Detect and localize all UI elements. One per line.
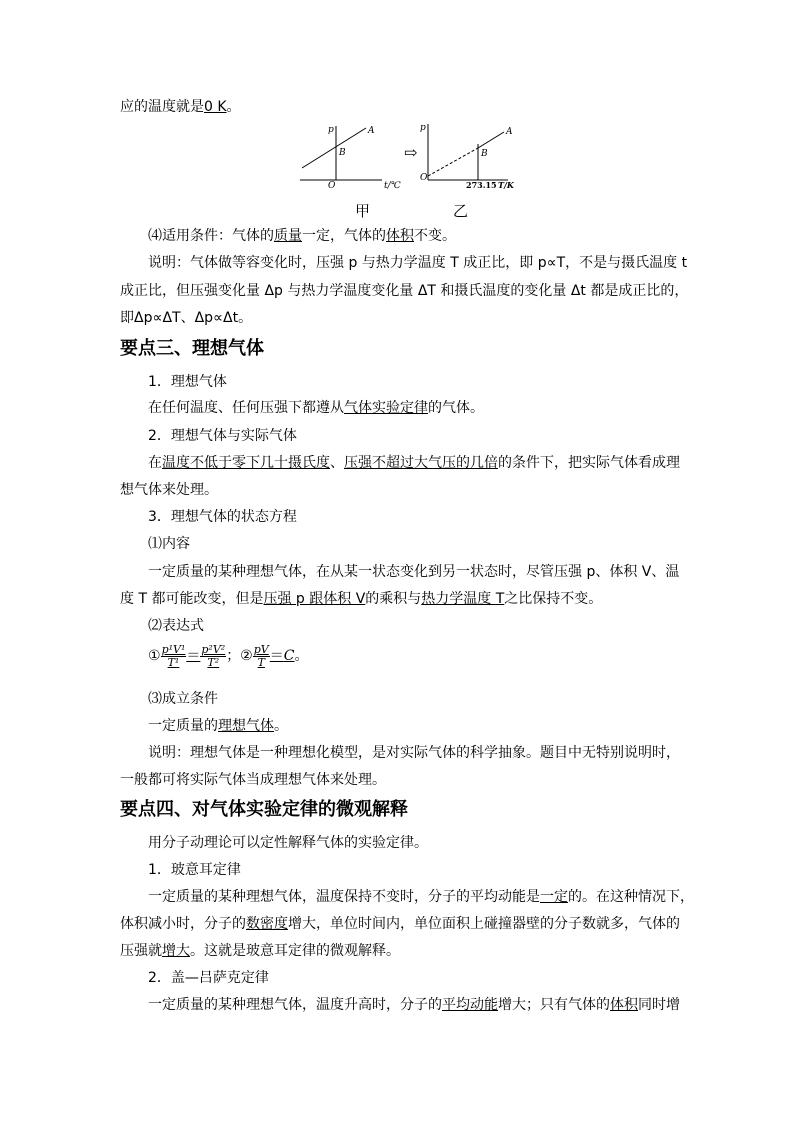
text: ⑷适用条件：气体的 xyxy=(148,228,274,244)
blank-answer: 体积 xyxy=(610,997,638,1013)
text-line: 一般都可将实际气体当成理想气体来处理。 xyxy=(120,772,386,788)
text-line xyxy=(120,97,241,117)
graph-right xyxy=(420,123,515,190)
subheading: 2．盖—吕萨克定律 xyxy=(148,970,269,986)
text: ＝ xyxy=(269,648,284,664)
text: C xyxy=(283,648,295,664)
formula-line xyxy=(148,642,308,670)
caption-jia: 甲 xyxy=(355,202,371,220)
right-tick-273: 273.15 xyxy=(466,180,497,190)
text: 度 T 都可能改变，但是 xyxy=(120,591,264,607)
text-line xyxy=(148,716,288,736)
left-point-a: A xyxy=(368,126,375,136)
denominator: T¹ xyxy=(167,655,180,669)
right-point-a: A xyxy=(506,127,513,137)
blank-answer: 平均动能 xyxy=(442,997,498,1013)
text: 增大，单位时间内，单位面积上碰撞器壁的分子数就多，气体的 xyxy=(288,916,680,932)
left-line-ab xyxy=(302,128,366,168)
blank-answer: 增大 xyxy=(162,943,190,959)
pt-graphs-figure xyxy=(296,118,536,190)
text-line: 想气体来处理。 xyxy=(120,482,218,498)
transform-arrow-icon: ⇨ xyxy=(404,143,418,162)
text-line xyxy=(148,226,456,246)
graph-left xyxy=(300,125,402,190)
right-point-b: B xyxy=(481,149,488,159)
text: 之比保持不变。 xyxy=(504,591,603,607)
blank-answer: 0 K xyxy=(204,99,227,115)
text: 一定质量的某种理想气体，温度升高时，分子的 xyxy=(148,997,442,1013)
text: 。 xyxy=(294,648,309,664)
fraction xyxy=(161,644,187,669)
caption-yi: 乙 xyxy=(453,202,469,220)
blank-answer: 体积 xyxy=(386,228,414,244)
right-line-ab xyxy=(478,132,504,148)
text-line xyxy=(120,914,680,934)
text: 不变。 xyxy=(414,228,456,244)
fraction xyxy=(253,644,270,669)
blank-answer: 压强 p 跟体积 V xyxy=(263,591,366,607)
left-y-label: p xyxy=(328,125,334,135)
fraction xyxy=(200,644,226,669)
blank-answer: 热力学温度 T xyxy=(421,591,505,607)
text: 增大；只有气体的 xyxy=(498,997,610,1013)
text: 应的温度就是 xyxy=(120,99,204,115)
text: 一定质量的某种理想气体，温度保持不变时，分子的平均动能是 xyxy=(148,889,540,905)
right-y-label: p xyxy=(420,123,426,133)
subheading: ⑶成立条件 xyxy=(148,691,218,707)
subheading: 1．理想气体 xyxy=(148,374,227,390)
text: ；② xyxy=(226,648,253,664)
text: ＝ xyxy=(186,648,201,664)
subheading: ⑵表达式 xyxy=(148,618,204,634)
text-line: 成正比，但压强变化量 Δp 与热力学温度变化量 ΔT 和摄氏温度的变化量 Δt 都是成正比的， xyxy=(120,283,689,299)
text-line: 即Δp∝ΔT、Δp∝Δt。 xyxy=(120,310,253,326)
text: 的。在这种情况下， xyxy=(568,889,694,905)
text: 、 xyxy=(330,455,344,471)
text-line: 说明：理想气体是一种理想化模型，是对实际气体的科学抽象。题目中无特别说明时， xyxy=(148,745,680,761)
text: 。 xyxy=(274,718,288,734)
blank-answer: 质量 xyxy=(274,228,302,244)
subheading: 3．理想气体的状态方程 xyxy=(148,509,297,525)
section-heading: 要点三、理想气体 xyxy=(120,338,264,359)
text: 的气体。 xyxy=(428,400,484,416)
left-origin: O xyxy=(328,181,336,190)
blank-answer: 数密度 xyxy=(246,916,288,932)
text: 一定，气体的 xyxy=(302,228,386,244)
text-line: 用分子动理论可以定性解释气体的实验定律。 xyxy=(148,835,428,851)
text-line xyxy=(120,589,602,609)
denominator: T xyxy=(257,655,265,669)
text-line: 说明：气体做等容变化时，压强 p 与热力学温度 T 成正比，即 p∝T，不是与摄氏温度 t xyxy=(148,255,688,271)
text-line xyxy=(120,941,400,961)
text: 的条件下，把实际气体看成理 xyxy=(498,455,680,471)
right-dashed-extrapolation xyxy=(428,148,478,176)
subheading: 2．理想气体与实际气体 xyxy=(148,428,297,444)
text-line xyxy=(148,453,680,473)
text: ① xyxy=(148,648,161,664)
blank-answer: 温度不低于零下几十摄氏度 xyxy=(162,455,330,471)
text: 压强就 xyxy=(120,943,162,959)
text-line: 一定质量的某种理想气体，在从某一状态变化到另一状态时，尽管压强 p、体积 V、温 xyxy=(148,564,680,580)
numerator: p¹V¹ xyxy=(161,642,186,656)
right-x-label: T/K xyxy=(498,180,514,190)
text-line xyxy=(148,398,484,418)
blank-answer: 理想气体 xyxy=(218,718,274,734)
text: 的乘积与 xyxy=(365,591,422,607)
text-line xyxy=(148,887,694,907)
text: 一定质量的 xyxy=(148,718,218,734)
text: 。这就是玻意耳定律的微观解释。 xyxy=(190,943,400,959)
text-line xyxy=(148,995,680,1015)
right-origin: O xyxy=(420,173,428,183)
numerator: pV xyxy=(253,642,269,656)
left-x-label: t/℃ xyxy=(384,181,401,190)
text: 在 xyxy=(148,455,162,471)
blank-answer: 一定 xyxy=(540,889,568,905)
blank-answer: 气体实验定律 xyxy=(344,400,428,416)
text: 。 xyxy=(226,99,241,115)
section-heading: 要点四、对气体实验定律的微观解释 xyxy=(120,799,408,820)
text: 在任何温度、任何压强下都遵从 xyxy=(148,400,344,416)
left-point-b: B xyxy=(339,148,346,158)
denominator: T² xyxy=(207,655,220,669)
subheading: 1．玻意耳定律 xyxy=(148,862,241,878)
numerator: p²V² xyxy=(201,642,226,656)
subheading: ⑴内容 xyxy=(148,536,190,552)
blank-answer: 压强不超过大气压的几倍 xyxy=(344,455,498,471)
text: 体积减小时，分子的 xyxy=(120,916,246,932)
text: 同时增 xyxy=(638,997,680,1013)
